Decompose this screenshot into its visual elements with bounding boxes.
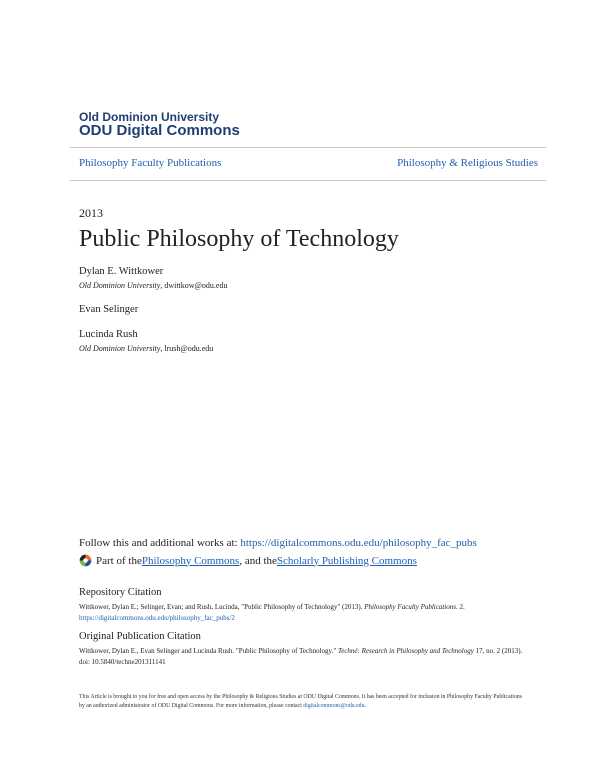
affiliation-name: Old Dominion University — [79, 344, 161, 353]
footer-end: . — [364, 703, 366, 709]
bepress-network-icon — [79, 554, 92, 567]
original-citation-journal: Techné: Research in Philosophy and Technology — [337, 647, 474, 655]
original-citation-body: Wittkower, Dylan E., Evan Selinger and Lucinda Rush. "Public Philosophy of Technology." — [79, 647, 338, 655]
author-email: , lrush@odu.edu — [160, 344, 214, 353]
repository-citation-heading: Repository Citation — [79, 587, 162, 598]
collection-link[interactable]: Philosophy Faculty Publications — [79, 157, 222, 169]
repository-citation-text — [79, 602, 529, 623]
author-affiliation — [79, 281, 227, 290]
philosophy-commons-link[interactable]: Philosophy Commons — [141, 554, 240, 567]
follow-prefix: Follow this and additional works at: — [79, 537, 241, 549]
original-citation-text — [79, 646, 529, 667]
original-citation-heading: Original Publication Citation — [79, 631, 201, 642]
collection-url-link[interactable]: https://digitalcommons.odu.edu/philosophy_fac_pubs — [240, 537, 477, 549]
citation-journal: Philosophy Faculty Publications — [364, 603, 456, 611]
scholarly-publishing-commons-link[interactable]: Scholarly Publishing Commons — [276, 554, 417, 567]
part-of-middle: , and the — [239, 554, 277, 567]
part-of-prefix: Part of the — [96, 554, 142, 567]
university-name: Old Dominion University — [79, 110, 220, 124]
nav-divider — [70, 180, 546, 181]
affiliation-name: Old Dominion University — [79, 281, 161, 290]
author-email: , dwittkow@odu.edu — [160, 281, 228, 290]
part-of-line — [79, 554, 417, 567]
publication-year: 2013 — [79, 206, 103, 220]
citation-text: Wittkower, Dylan E.; Selinger, Evan; and Rush, Lucinda, "Public Philosophy of Technology" (2013). — [79, 603, 365, 611]
follow-line — [79, 537, 477, 549]
author-name: Dylan E. Wittkower — [79, 266, 164, 277]
header-divider — [70, 147, 546, 148]
article-title: Public Philosophy of Technology — [79, 226, 399, 252]
contact-email-link[interactable]: digitalcommons@odu.edu — [303, 703, 365, 709]
footer-text: This Article is brought to you for free and open access by the Philosophy & Religious Studies at ODU Digital Commons. It has been accepted for inclusion in Philosophy Faculty Publications by an authorized administrator of ODU Digital Commons. For more information, please contact — [79, 694, 522, 709]
citation-url-link[interactable]: https://digitalcommons.odu.edu/philosophy_fac_pubs/2 — [79, 613, 235, 622]
author-name: Lucinda Rush — [79, 329, 138, 340]
department-link[interactable]: Philosophy & Religious Studies — [397, 157, 538, 169]
author-name: Evan Selinger — [79, 304, 139, 315]
footer-notice — [79, 693, 527, 711]
original-citation-suffix: 17, no. 2 (2013). doi: 10.5840/techne201311141 — [79, 647, 523, 666]
citation-suffix: . 2. — [455, 603, 465, 611]
author-affiliation — [79, 344, 213, 353]
repository-name[interactable]: ODU Digital Commons — [79, 122, 240, 139]
